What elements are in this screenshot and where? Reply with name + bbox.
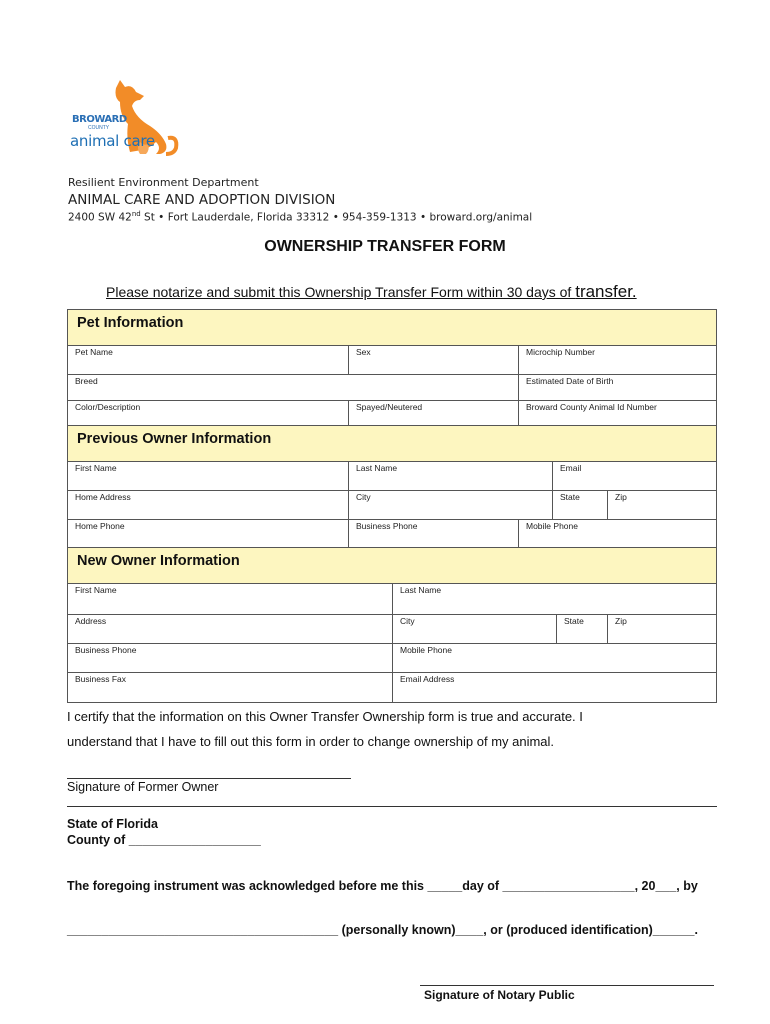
new-business-phone-field[interactable]: Business Phone xyxy=(75,645,137,655)
pet-information-heading: Pet Information xyxy=(68,310,716,346)
color-description-field[interactable]: Color/Description xyxy=(75,402,141,412)
microchip-field[interactable]: Microchip Number xyxy=(518,346,718,374)
previous-owner-heading: Previous Owner Information xyxy=(68,426,716,462)
new-row-3 xyxy=(68,644,716,673)
new-zip-field[interactable]: Zip xyxy=(607,615,718,643)
form-title: OWNERSHIP TRANSFER FORM xyxy=(264,238,506,255)
identification-line: _______________________________________ (personally known)____, or (produced identification)______. xyxy=(67,923,698,937)
former-owner-signature-line[interactable] xyxy=(67,778,351,779)
state-of-florida: State of Florida xyxy=(67,817,158,831)
county-animal-id-field[interactable]: Broward County Animal Id Number xyxy=(518,401,718,427)
pet-row-1 xyxy=(68,346,716,375)
pet-row-3 xyxy=(68,401,716,427)
notary-signature-line[interactable] xyxy=(420,985,714,986)
previous-home-phone-field[interactable]: Home Phone xyxy=(75,521,125,531)
new-row-2 xyxy=(68,615,716,644)
previous-state-field[interactable]: State xyxy=(552,491,607,519)
instruction-last-word: transfer. xyxy=(575,282,637,301)
department-name: Resilient Environment Department xyxy=(68,176,259,189)
breed-field[interactable]: Breed xyxy=(75,376,98,386)
previous-city-field[interactable]: City xyxy=(348,491,552,519)
section-divider-line xyxy=(67,806,717,807)
new-owner-heading: New Owner Information xyxy=(68,548,716,584)
broward-animal-care-logo xyxy=(70,78,182,158)
new-last-name-field[interactable]: Last Name xyxy=(392,584,718,614)
new-email-address-field[interactable]: Email Address xyxy=(392,673,718,702)
former-owner-signature-label: Signature of Former Owner xyxy=(67,780,219,794)
address-part: 2400 SW 42 xyxy=(68,211,132,224)
certification-statement xyxy=(67,704,727,754)
previous-home-address-field[interactable]: Home Address xyxy=(75,492,131,502)
previous-row-1 xyxy=(68,462,716,491)
sex-field[interactable]: Sex xyxy=(348,346,518,374)
new-address-field[interactable]: Address xyxy=(75,616,107,626)
previous-owner-section xyxy=(67,425,717,549)
address-rest: St • Fort Lauderdale, Florida 33312 • 954-359-1313 • broward.org/animal xyxy=(140,211,533,224)
previous-row-3 xyxy=(68,520,716,548)
new-business-fax-field[interactable]: Business Fax xyxy=(75,674,127,684)
notary-signature-label: Signature of Notary Public xyxy=(424,988,575,1002)
previous-last-name-field[interactable]: Last Name xyxy=(348,462,552,490)
previous-mobile-phone-field[interactable]: Mobile Phone xyxy=(518,520,718,548)
logo-name-text: animal care xyxy=(70,132,155,150)
address-suffix: nd xyxy=(131,210,141,218)
acknowledgement-line: The foregoing instrument was acknowledged before me this _____day of ___________________, 20___, by xyxy=(67,879,698,893)
instruction-text xyxy=(106,282,637,302)
logo-county-text: COUNTY xyxy=(88,125,110,131)
new-row-4 xyxy=(68,673,716,702)
new-first-name-field[interactable]: First Name xyxy=(75,585,117,595)
pet-name-field[interactable]: Pet Name xyxy=(75,347,113,357)
previous-first-name-field[interactable]: First Name xyxy=(75,463,117,473)
instruction-main: Please notarize and submit this Ownership Transfer Form within 30 days of xyxy=(106,284,576,300)
previous-zip-field[interactable]: Zip xyxy=(607,491,718,519)
new-row-1 xyxy=(68,584,716,615)
previous-row-2 xyxy=(68,491,716,520)
office-address xyxy=(68,210,532,224)
previous-business-phone-field[interactable]: Business Phone xyxy=(348,520,518,548)
new-owner-section xyxy=(67,547,717,703)
previous-email-field[interactable]: Email xyxy=(552,462,718,490)
logo-brand-text: BROWARD xyxy=(72,114,127,125)
new-state-field[interactable]: State xyxy=(556,615,607,643)
new-city-field[interactable]: City xyxy=(392,615,556,643)
division-name: ANIMAL CARE AND ADOPTION DIVISION xyxy=(68,192,336,208)
spayed-neutered-field[interactable]: Spayed/Neutered xyxy=(348,401,518,427)
certification-line-2: understand that I have to fill out this form in order to change ownership of my animal. xyxy=(67,734,555,749)
certification-line-1: I certify that the information on this Owner Transfer Ownership form is true and accurate. I xyxy=(67,709,583,724)
date-of-birth-field[interactable]: Estimated Date of Birth xyxy=(518,375,718,400)
county-of-line: County of ___________________ xyxy=(67,833,261,847)
pet-information-section xyxy=(67,309,717,428)
new-mobile-phone-field[interactable]: Mobile Phone xyxy=(392,644,718,672)
pet-row-2 xyxy=(68,375,716,401)
